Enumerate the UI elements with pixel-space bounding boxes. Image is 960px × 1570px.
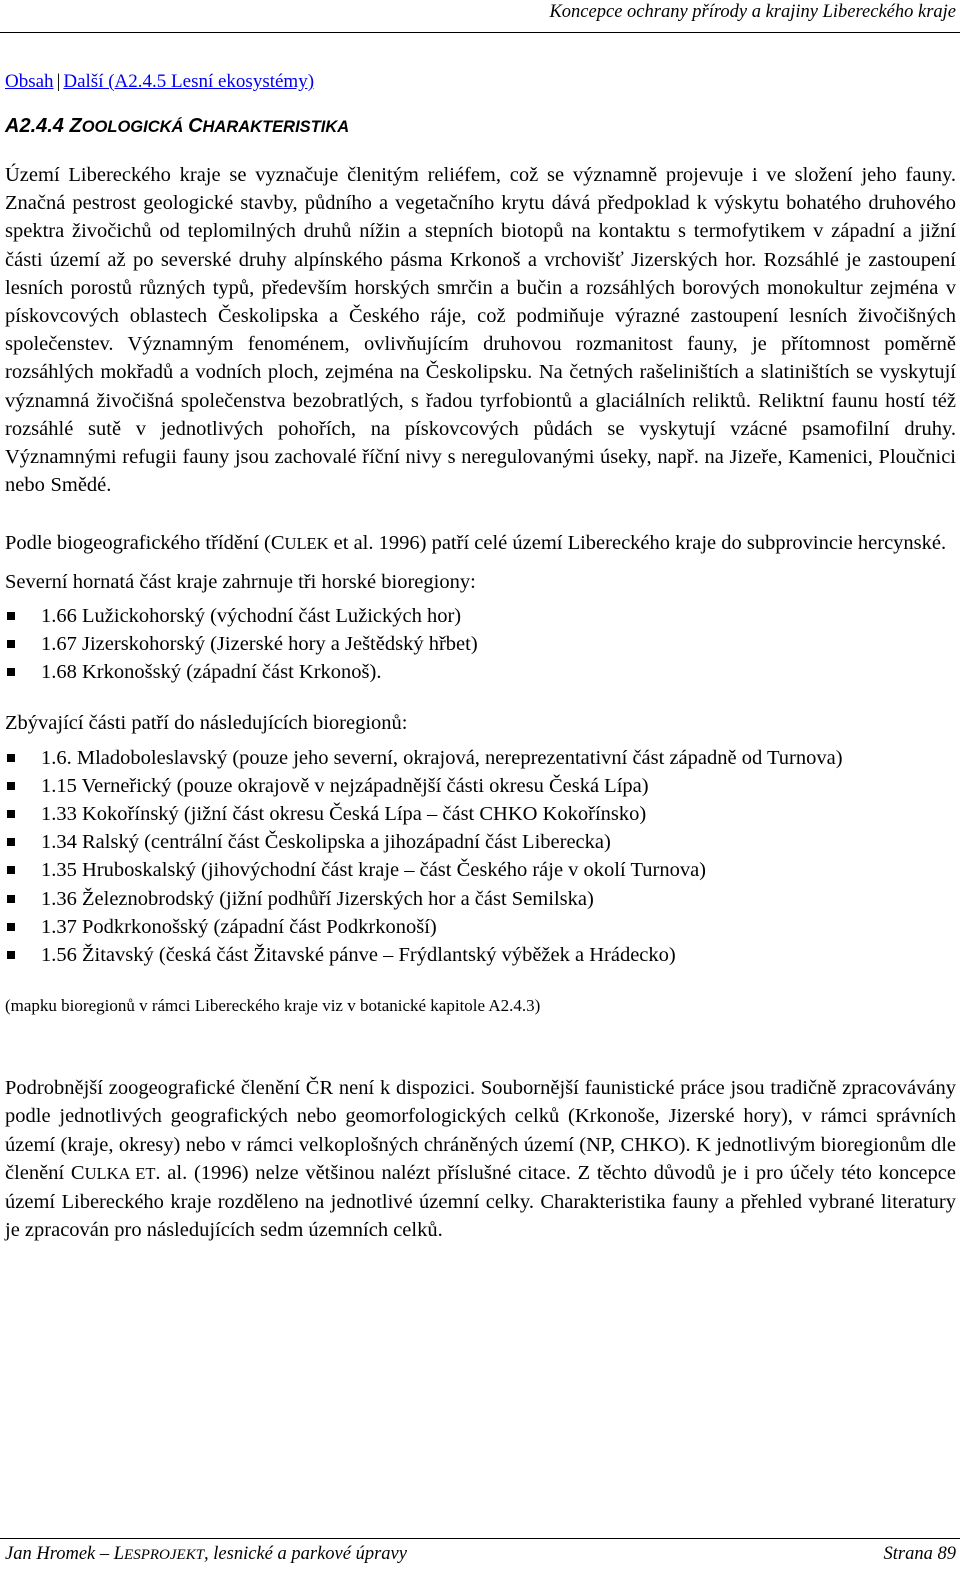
- list-item: 1.67 Jizerskohorský (Jizerské hory a Ještědský hřbet): [5, 630, 956, 658]
- mountain-bioregions-list: [5, 602, 956, 687]
- bullet-icon: [7, 640, 15, 648]
- section-title-letter-2: C: [188, 115, 203, 137]
- section-title-rest-1: OOLOGICKÁ: [81, 118, 189, 136]
- bullet-icon: [7, 612, 15, 620]
- other-bioregions-list: [5, 744, 956, 970]
- page-number: Strana 89: [883, 1544, 956, 1564]
- list-item: 1.34 Ralský (centrální část Českolipska a jihozápadní část Liberecka): [5, 828, 956, 856]
- bullet-icon: [7, 838, 15, 846]
- section-heading: [5, 115, 349, 138]
- bullet-icon: [7, 895, 15, 903]
- navigation-bar: [5, 71, 314, 93]
- section-title-rest-2: HARAKTERISTIKA: [202, 118, 350, 136]
- bullet-icon: [7, 782, 15, 790]
- map-note: (mapku bioregionů v rámci Libereckého kraje viz v botanické kapitole A2.4.3): [5, 996, 541, 1016]
- bullet-icon: [7, 668, 15, 676]
- main-content: [5, 161, 956, 1245]
- contents-link[interactable]: Obsah: [5, 71, 54, 92]
- document-header: Koncepce ochrany přírody a krajiny Libereckého kraje: [549, 2, 956, 22]
- bullet-icon: [7, 754, 15, 762]
- list-item: 1.66 Lužickohorský (východní část Lužických hor): [5, 602, 956, 630]
- zoogeography-paragraph: Podrobnější zoogeografické členění ČR není k dispozici. Soubornější faunistické práce jsou tradičně zpracovávány podle jednotlivých geografických nebo geomorfologických celků (Krkonoše, Jizerské hory), v rámci správních území (kraje, okresy) nebo v rámci velkoplošných chráněných území (NP, CHKO). K jednotlivým bioregionům dle členění CULKA ET. al. (1996) nelze většinou nalézt příslušné citace. Z těchto důvodů je i pro účely této koncepce území Libereckého kraje rozděleno na jednotlivé územní celky. Charakteristika fauny a přehled vybrané literatury je zpracován pro následujících sedm územních celků.: [5, 1077, 956, 1242]
- nav-separator: |: [56, 71, 61, 92]
- bullet-icon: [7, 866, 15, 874]
- intro-paragraph: Území Libereckého kraje se vyznačuje členitým reliéfem, což se významně projevuje i ve složení jeho fauny. Značná pestrost geologické stavby, půdního a vegetačního krytu dává předpoklad k výskytu bohatého druhového spektra živočichů od teplomilných druhů nížin a stepních biotopů na kontaktu s termofytikem v západní a jižní části území až po severské druhy alpínského pásma Krkonoš a vrchovišť Jizerských hor. Rozsáhlé je zastoupení lesních porostů různých typů, především horských smrčin a bučin a rozsáhlých borových monokultur zejména v pískovcových oblastech Českolipska a Českého ráje, což podmiňuje výrazné zastoupení lesních živočišných společenstev. Významným fenoménem, ovlivňujícím druhovou rozmanitost fauny, je přítomnost poměrně rozsáhlých mokřadů a vodních ploch, zejména na Českolipsku. Na četných rašeliništích a slatiništích se vyskytují významná živočišná společenstva bezobratlých, s řadou tyrfobiontů a glaciálních reliktů. Reliktní faunu hostí též rozsáhlé sutě v jednotlivých pohořích, na pískovcových půdách se vyskytují vzácné psamofilní druhy. Významnými refugii fauny jsou zachovalé říční nivy s neregulovanými úseky, např. na Jizeře, Kamenici, Ploučnici nebo Smědé.: [5, 164, 956, 497]
- list-item: 1.33 Kokořínský (jižní část okresu Česká Lípa – část CHKO Kokořínsko): [5, 800, 956, 828]
- list-item: 1.68 Krkonošský (západní část Krkonoš).: [5, 658, 956, 686]
- list-item: 1.15 Verneřický (pouze okrajově v nejzápadnější části okresu Česká Lípa): [5, 772, 956, 800]
- footer-rule: [0, 1538, 960, 1539]
- list-item: 1.6. Mladoboleslavský (pouze jeho severní, okrajová, nereprezentativní část západně od Turnova): [5, 744, 956, 772]
- list-item: 1.56 Žitavský (česká část Žitavské pánve – Frýdlantský výběžek a Hrádecko): [5, 941, 956, 969]
- footer-author: Jan Hromek – LESPROJEKT, lesnické a parkové úpravy: [5, 1544, 407, 1564]
- bullet-icon: [7, 923, 15, 931]
- next-section-link[interactable]: Další (A2.4.5 Lesní ekosystémy): [63, 71, 315, 92]
- list-item: 1.37 Podkrkonošský (západní část Podkrkonoší): [5, 913, 956, 941]
- list-item: 1.36 Železnobrodský (jižní podhůří Jizerských hor a část Semilska): [5, 885, 956, 913]
- header-rule: [0, 32, 960, 33]
- bullet-icon: [7, 951, 15, 959]
- list-item: 1.35 Hruboskalský (jihovýchodní část kraje – část Českého ráje v okolí Turnova): [5, 856, 956, 884]
- mountain-bioregions-intro: Severní hornatá část kraje zahrnuje tři horské bioregiony:: [5, 570, 476, 593]
- section-number: A2.4.4: [5, 115, 64, 137]
- section-title-letter-1: Z: [69, 115, 82, 137]
- bullet-icon: [7, 810, 15, 818]
- biogeography-paragraph: Podle biogeografického třídění (CULEK et al. 1996) patří celé území Libereckého kraje do subprovincie hercynské.: [5, 532, 947, 555]
- other-bioregions-intro: Zbývající části patří do následujících bioregionů:: [5, 712, 408, 735]
